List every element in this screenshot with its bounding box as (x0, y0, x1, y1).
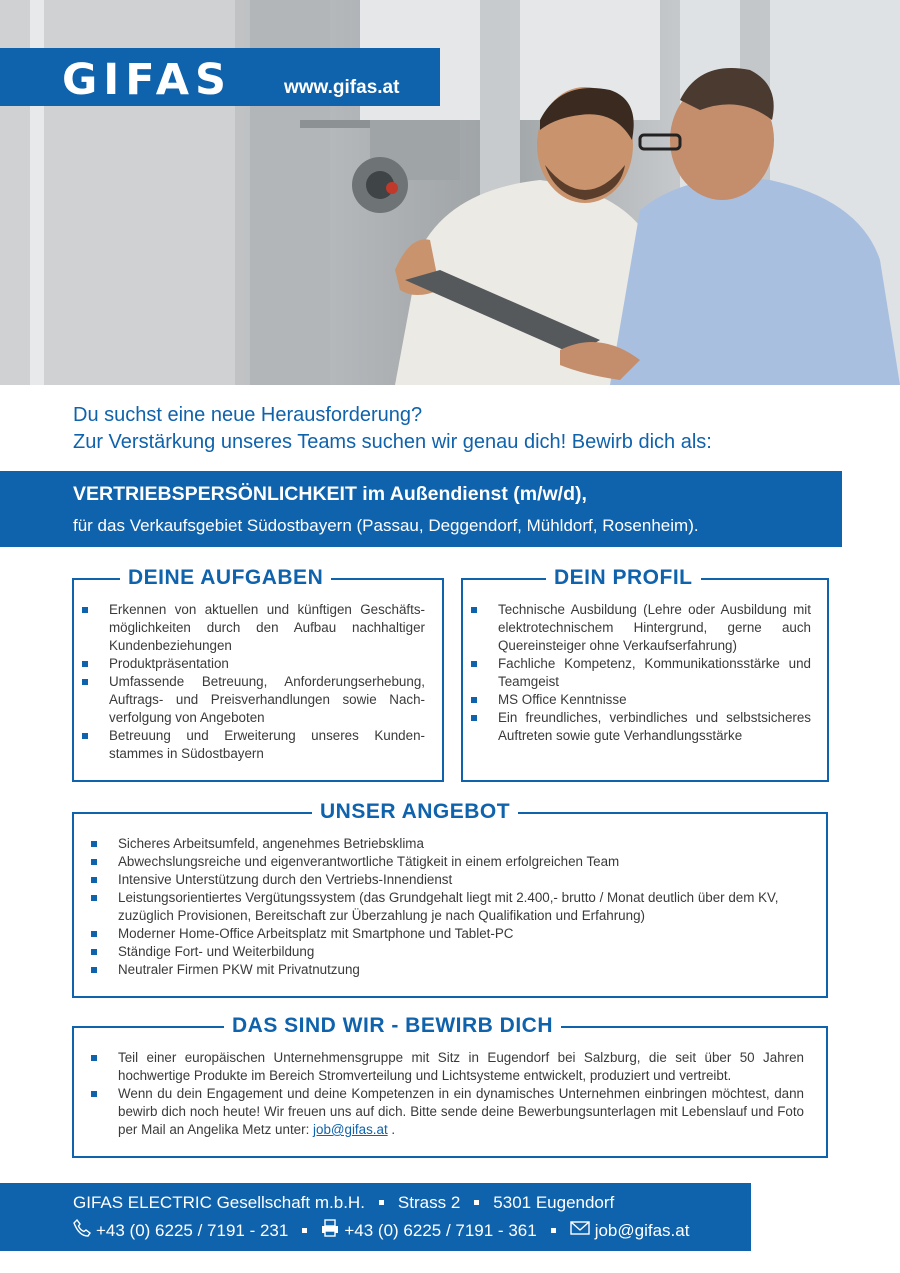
separator (474, 1200, 479, 1205)
phone-icon (73, 1219, 91, 1242)
intro-text (73, 402, 712, 456)
wir-title: DAS SIND WIR - BEWIRB DICH (224, 1013, 561, 1039)
footer-contact (73, 1219, 689, 1242)
profil-box (461, 566, 829, 782)
angebot-title: UNSER ANGEBOT (312, 799, 518, 825)
apply-end: . (391, 1122, 396, 1137)
aufgaben-list (109, 601, 425, 763)
footer (0, 1183, 751, 1251)
website-url[interactable]: www.gifas.at (284, 77, 400, 98)
street: Strass 2 (397, 1193, 461, 1212)
list-item: Technische Ausbildung (Lehre oder Ausbildung mit elektrotechnischem Hintergrund, gerne auch Quereinsteiger ohne Verkaufserfahrung) (498, 602, 811, 653)
list-item: Ständige Fort- und Weiterbildung (118, 943, 798, 961)
footer-address (73, 1193, 614, 1213)
position-banner (0, 471, 842, 547)
wir-list (118, 1049, 804, 1139)
list-item: Neutraler Firmen PKW mit Privatnutzung (118, 961, 798, 979)
list-item: Erkennen von aktuellen und künftigen Geschäftsmöglichkeiten durch den Aufbau nachhaltiger Kundenbeziehungen (109, 602, 425, 653)
wir-box (72, 1014, 828, 1158)
fax-icon (321, 1219, 339, 1242)
position-title: VERTRIEBSPERSÖNLICHKEIT im Außendienst (m/w/d), (73, 483, 587, 505)
list-item: Umfassende Betreuung, Anforderungserhebung, Auftrags- und Preisverhandlungen sowie Nachverfolgung von Angeboten (109, 674, 425, 725)
angebot-list (118, 835, 798, 979)
angebot-box (72, 800, 828, 998)
aufgaben-title: DEINE AUFGABEN (120, 565, 331, 591)
list-item: Moderner Home-Office Arbeitsplatz mit Smartphone und Tablet-PC (118, 925, 798, 943)
separator (302, 1228, 307, 1233)
list-item (118, 1085, 804, 1139)
list-item: Fachliche Kompetenz, Kommunikationsstärke und Teamgeist (498, 656, 811, 689)
city: 5301 Eugendorf (493, 1193, 615, 1212)
fax-number[interactable]: +43 (0) 6225 / 7191 - 361 (344, 1220, 537, 1240)
list-item: Teil einer europäischen Unternehmensgruppe mit Sitz in Eugendorf bei Salzburg, die seit über 50 Jahren hochwertige Produkte im Bereich Stromverteilung und Lichtsysteme entwickelt, produziert und vertreibt. (118, 1050, 804, 1083)
company-name: GIFAS ELECTRIC Gesellschaft m.b.H. (73, 1193, 365, 1212)
aufgaben-box (72, 566, 444, 782)
position-region: für das Verkaufsgebiet Südostbayern (Passau, Deggendorf, Mühldorf, Rosenheim). (73, 516, 699, 535)
phone-number[interactable]: +43 (0) 6225 / 7191 - 231 (96, 1220, 289, 1240)
list-item: MS Office Kenntnisse (498, 691, 811, 709)
mail-icon (570, 1220, 590, 1241)
list-item: Abwechslungsreiche und eigenverantwortliche Tätigkeit in einem erfolgreichen Team (118, 853, 798, 871)
apply-text: Wenn du dein Engagement und deine Kompetenzen in ein dynamisches Unternehmen einbringen möchtest, dann bewirb dich noch heute! Wir freuen uns auf dich. Bitte sende deine Bewerbungsunterlagen mit Lebenslauf und Foto per Mail an Angelika Metz unter: (118, 1086, 804, 1137)
list-item: Produktpräsentation (109, 655, 425, 673)
intro-line-1: Du suchst eine neue Herausforderung? (73, 404, 423, 426)
separator (551, 1228, 556, 1233)
apply-email-link[interactable]: job@gifas.at (313, 1122, 388, 1137)
gifas-logo: GIFAS (62, 55, 232, 105)
list-item: Betreuung und Erweiterung unseres Kundenstammes in Südostbayern (109, 728, 425, 761)
profil-title: DEIN PROFIL (546, 565, 701, 591)
separator (379, 1200, 384, 1205)
profil-list (498, 601, 811, 745)
list-item: Ein freundliches, verbindliches und selbstsicheres Auftreten sowie gute Verhandlungsstärke (498, 710, 811, 743)
list-item: Sicheres Arbeitsumfeld, angenehmes Betriebsklima (118, 835, 798, 853)
list-item: Intensive Unterstützung durch den Vertriebs-Innendienst (118, 871, 798, 889)
intro-line-2: Zur Verstärkung unseres Teams suchen wir genau dich! Bewirb dich als: (73, 431, 712, 453)
footer-email[interactable]: job@gifas.at (594, 1220, 690, 1240)
list-item: Leistungsorientiertes Vergütungssystem (das Grundgehalt liegt mit 2.400,- brutto / Monat deutlich über dem KV, zuzüglich Provisionen, Bereitschaft zur Überzahlung je nach Qualifikation und Erfahrung) (118, 889, 798, 925)
